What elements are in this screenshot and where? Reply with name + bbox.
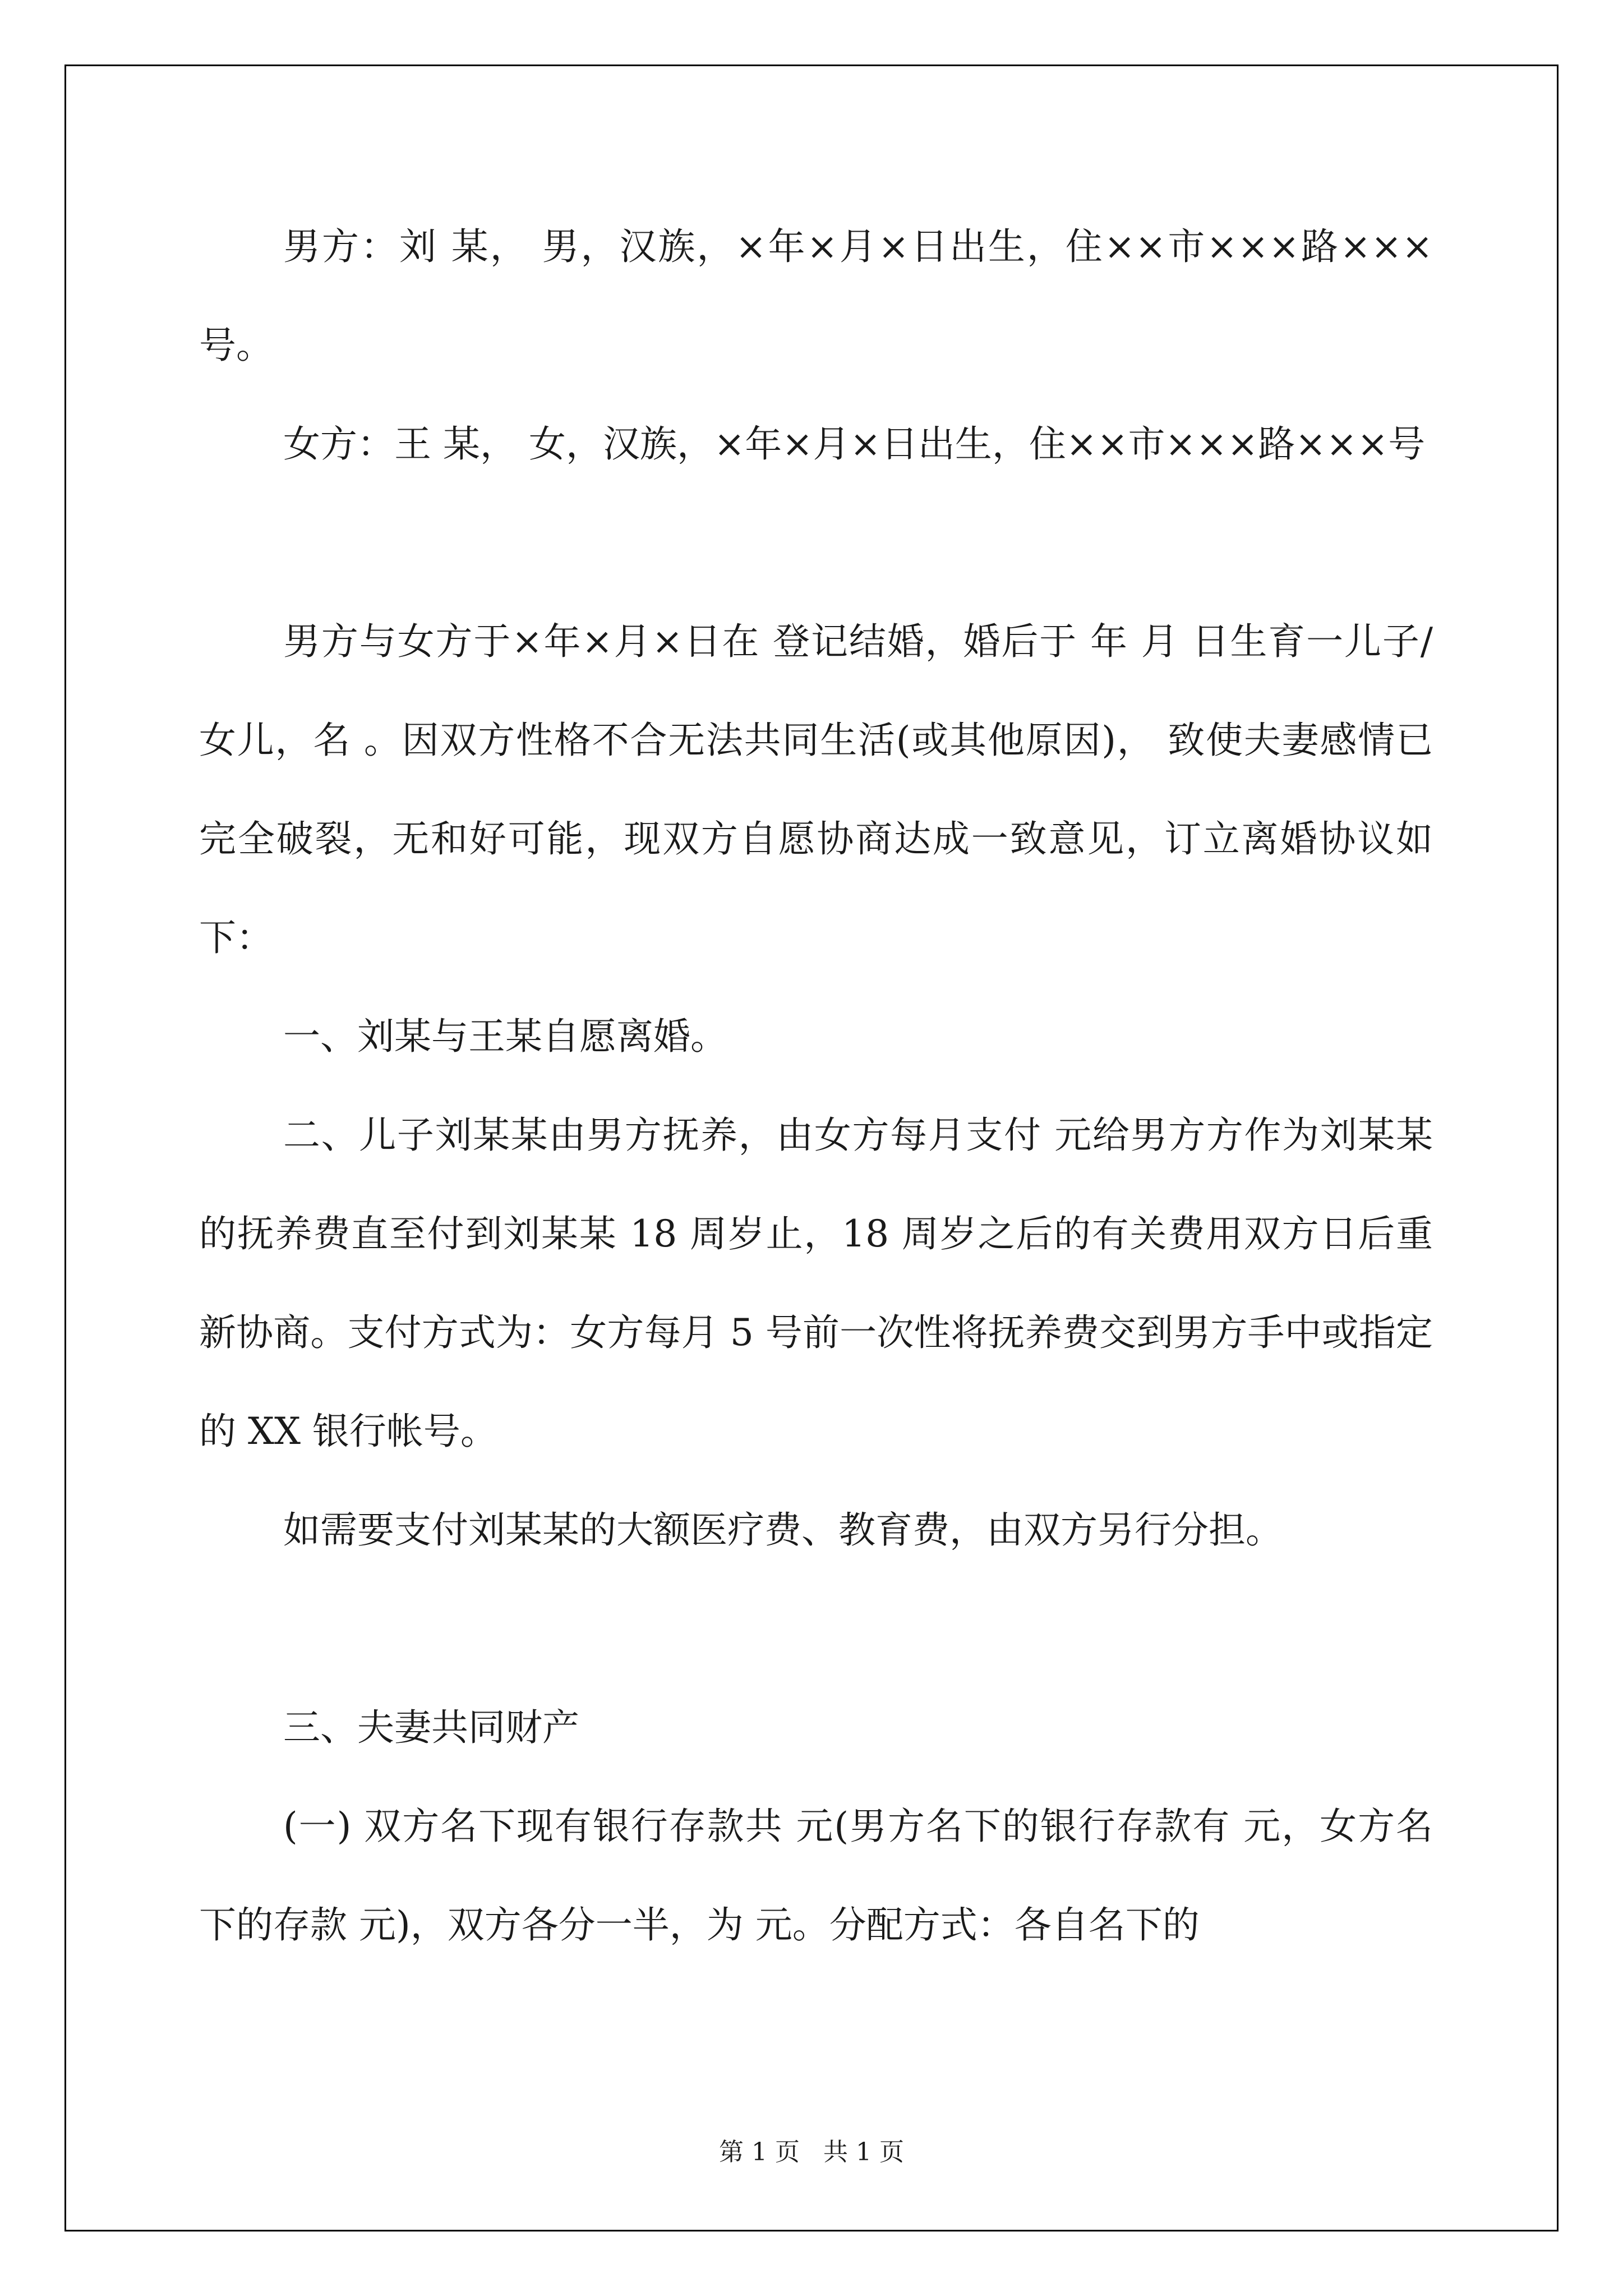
paragraph-bank-deposit: (一) 双方名下现有银行存款共 元(男方名下的银行存款有 元，女方名下的存款 元)，双方各分一半，为 元。分配方式：各自名下的	[199, 1805, 1433, 1947]
paragraph-clause-1: 一、刘某与王某自愿离婚。	[283, 1015, 727, 1058]
paragraph-medical-education: 如需要支付刘某某的大额医疗费、教育费，由双方另行分担。	[283, 1508, 1283, 1552]
paragraph-male-party: 男方：刘 某， 男，汉族，×年×月×日出生，住××市×××路×××号。	[199, 225, 1433, 367]
page-number-footer: 第 1 页 共 1 页	[719, 2138, 904, 2166]
paragraph-female-party: 女方：王 某， 女，汉族，×年×月×日出生，住××市×××路×××号	[283, 422, 1426, 466]
paragraph-marriage-background: 男方与女方于×年×月×日在 登记结婚，婚后于 年 月 日生育一儿子/女儿，名 。因双方性格不合无法共同生活(或其他原因)， 致使夫妻感情已完全破裂，无和好可能，现双方自愿协商达成一致意见，订立离婚协议如下：	[199, 620, 1433, 959]
paragraph-clause-3-heading: 三、夫妻共同财产	[283, 1706, 579, 1749]
paragraph-clause-2: 二、儿子刘某某由男方抚养，由女方每月支付 元给男方方作为刘某某的抚养费直至付到刘某某 18 周岁止，18 周岁之后的有关费用双方日后重新协商。支付方式为：女方每月 5 号前一次性将抚养费交到男方手中或指定的 XX 银行帐号。	[199, 1114, 1433, 1453]
